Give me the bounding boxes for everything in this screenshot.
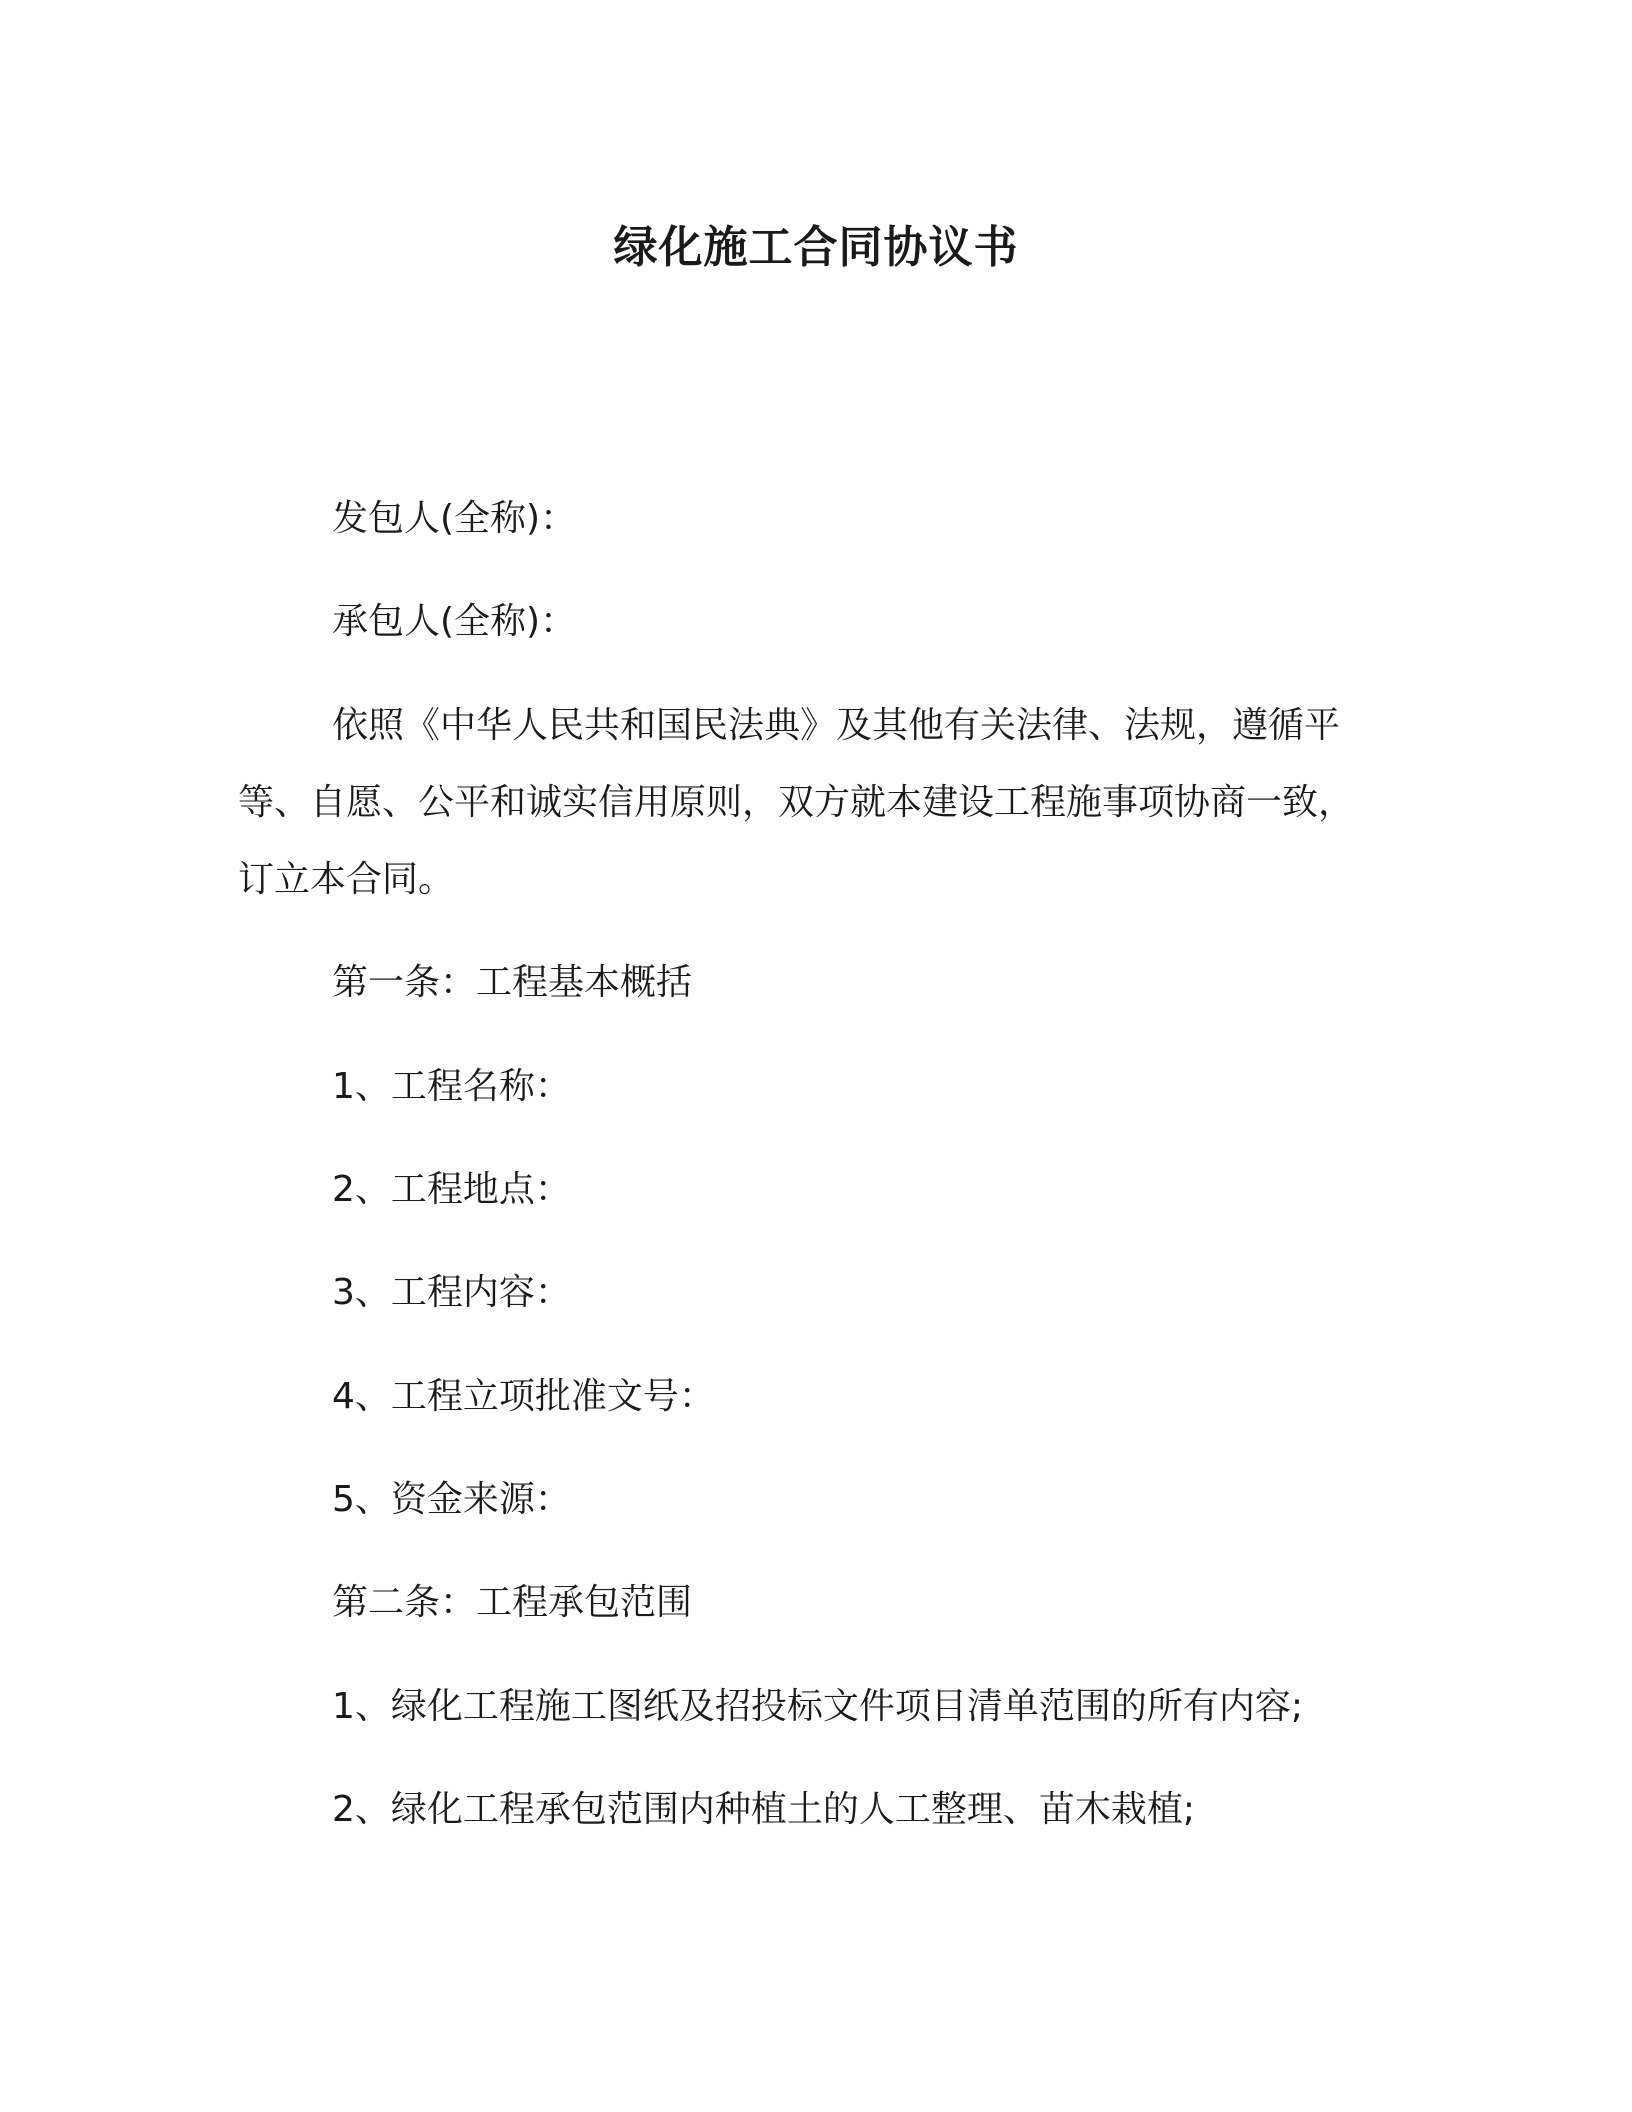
article-2-heading: 第二条：工程承包范围 [332,1582,693,1623]
article-1-item: 3、工程内容： [332,1272,571,1313]
article-1-item: 2、工程地点： [332,1169,571,1210]
article-1-item: 4、工程立项批准文号： [332,1376,715,1417]
preamble-line-1: 依照《中华人民共和国民法典》及其他有关法律、法规，遵循平 [332,705,1341,746]
article-2-item: 1、绿化工程施工图纸及招投标文件项目清单范围的所有内容; [332,1686,1304,1727]
preamble-line-2: 等、自愿、公平和诚实信用原则，双方就本建设工程施事项协商一致， [238,782,1355,823]
preamble-line-3: 订立本合同。 [238,859,455,900]
article-2-item: 2、绿化工程承包范围内种植土的人工整理、苗木栽植; [332,1789,1196,1830]
article-1-item: 1、工程名称： [332,1066,571,1107]
article-1-heading: 第一条：工程基本概括 [332,962,693,1003]
document-title: 绿化施工合同协议书 [613,222,1019,273]
party-b-label: 承包人(全称)： [332,601,577,642]
article-1-item: 5、资金来源： [332,1479,571,1520]
party-a-label: 发包人(全称)： [332,498,577,539]
